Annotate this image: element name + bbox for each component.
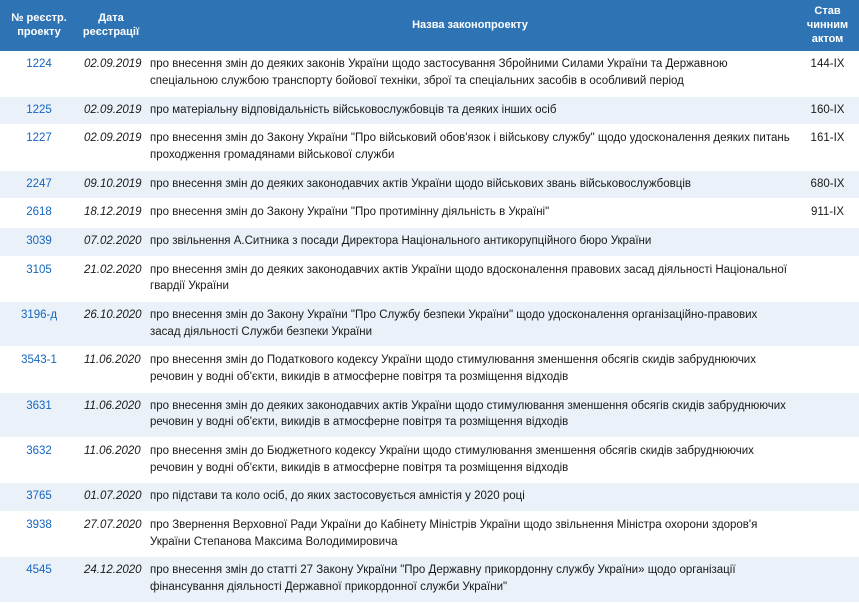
table-row	[0, 438, 859, 483]
column-header-title: Назва законопроекту	[144, 0, 796, 51]
cell-registration-number	[0, 227, 78, 256]
cell-bill-title: про внесення змін до Закону України "Про військовий обов'язок і військову службу" щодо удосконалення деяких питань проходження громадянами військової служби	[144, 125, 796, 170]
project-number-link[interactable]: 1227	[26, 132, 52, 145]
table-row	[0, 301, 859, 346]
cell-enacted-act	[796, 227, 859, 256]
cell-registration-number	[0, 96, 78, 125]
cell-enacted-act	[796, 392, 859, 437]
cell-registration-number	[0, 438, 78, 483]
cell-registration-date: 07.02.2020	[78, 227, 144, 256]
cell-bill-title: про внесення змін до деяких законів України щодо застосування Збройними Силами України та Державною спеціальною службою транспорту бойової техніки, зброї та спеціальних засобів в особливий період	[144, 51, 796, 96]
cell-registration-date: 02.09.2019	[78, 96, 144, 125]
table-row	[0, 256, 859, 301]
table-row	[0, 392, 859, 437]
column-header-number: № реєстр. проекту	[0, 0, 78, 51]
cell-enacted-act: 144-IX	[796, 51, 859, 96]
cell-registration-date: 11.06.2020	[78, 438, 144, 483]
cell-registration-date: 09.10.2019	[78, 170, 144, 199]
cell-enacted-act	[796, 438, 859, 483]
cell-enacted-act: 160-IX	[796, 96, 859, 125]
cell-registration-date: 18.12.2019	[78, 199, 144, 228]
project-number-link[interactable]: 3938	[26, 519, 52, 532]
column-header-date: Дата реєстрації	[78, 0, 144, 51]
cell-bill-title: про підстави та коло осіб, до яких застосовується амністія у 2020 році	[144, 483, 796, 512]
project-number-link[interactable]: 3543-1	[21, 354, 57, 367]
cell-enacted-act: 911-IX	[796, 199, 859, 228]
project-number-link[interactable]: 3632	[26, 445, 52, 457]
table-row	[0, 125, 859, 170]
table-row	[0, 96, 859, 125]
cell-registration-number	[0, 512, 78, 557]
cell-bill-title: про внесення змін до Податкового кодексу України щодо стимулювання зменшення обсягів скидів забруднюючих речовин у водні об'єкти, викидів в атмосферне повітря та розміщення відходів	[144, 347, 796, 392]
cell-registration-date: 21.02.2020	[78, 256, 144, 301]
cell-registration-number	[0, 301, 78, 346]
cell-bill-title: про звільнення А.Ситника з посади Директора Національного антикорупційного бюро України	[144, 227, 796, 256]
table-header	[0, 0, 859, 51]
table-row	[0, 512, 859, 557]
project-number-link[interactable]: 3105	[26, 263, 52, 276]
cell-registration-date: 02.09.2019	[78, 125, 144, 170]
table-row	[0, 227, 859, 256]
table-row	[0, 483, 859, 512]
project-number-link[interactable]: 3039	[26, 234, 52, 247]
cell-registration-number	[0, 347, 78, 392]
table-body	[0, 51, 859, 602]
cell-enacted-act: 161-IX	[796, 125, 859, 170]
cell-enacted-act	[796, 512, 859, 557]
cell-registration-date: 01.07.2020	[78, 483, 144, 512]
column-header-act: Став чинним актом	[796, 0, 859, 51]
cell-enacted-act	[796, 256, 859, 301]
cell-registration-number	[0, 256, 78, 301]
cell-registration-date: 26.10.2020	[78, 301, 144, 346]
cell-bill-title: про матеріальну відповідальність військовослужбовців та деяких інших осіб	[144, 96, 796, 125]
table-row	[0, 51, 859, 96]
cell-enacted-act	[796, 347, 859, 392]
cell-registration-number	[0, 125, 78, 170]
cell-registration-number	[0, 557, 78, 602]
cell-bill-title: про внесення змін до Закону України "Про Службу безпеки України" щодо удосконалення організаційно-правових засад діяльності Служби безпеки України	[144, 301, 796, 346]
project-number-link[interactable]: 2618	[26, 206, 52, 219]
cell-bill-title: про внесення змін до деяких законодавчих актів України щодо військових звань військовослужбовців	[144, 170, 796, 199]
cell-bill-title: про внесення змін до Бюджетного кодексу України щодо стимулювання зменшення обсягів скидів забруднюючих речовин у водні об'єкти, викидів в атмосферне повітря та розміщення відходів	[144, 438, 796, 483]
cell-registration-date: 11.06.2020	[78, 347, 144, 392]
table-row	[0, 557, 859, 602]
table-row	[0, 347, 859, 392]
cell-registration-date: 02.09.2019	[78, 51, 144, 96]
cell-registration-date: 11.06.2020	[78, 392, 144, 437]
table-row	[0, 199, 859, 228]
project-number-link[interactable]: 3765	[26, 490, 52, 503]
cell-registration-date: 24.12.2020	[78, 557, 144, 602]
cell-bill-title: про внесення змін до деяких законодавчих актів України щодо стимулювання зменшення обсягів скидів забруднюючих речовин у водні об'єкти, викидів в атмосферне повітря та розміщення відходів	[144, 392, 796, 437]
cell-enacted-act	[796, 557, 859, 602]
cell-registration-number	[0, 483, 78, 512]
table-row	[0, 170, 859, 199]
table-header-row	[0, 0, 859, 51]
project-number-link[interactable]: 4545	[26, 564, 52, 577]
cell-bill-title: про Звернення Верховної Ради України до Кабінету Міністрів України щодо звільнення Міністра охорони здоров'я України Степанова Максима Володимировича	[144, 512, 796, 557]
cell-registration-date: 27.07.2020	[78, 512, 144, 557]
project-number-link[interactable]: 3196-д	[20, 308, 58, 321]
project-number-link[interactable]: 1225	[26, 103, 52, 116]
cell-registration-number	[0, 51, 78, 96]
project-number-link[interactable]: 3631	[26, 399, 52, 412]
project-number-link[interactable]: 2247	[26, 177, 52, 190]
cell-registration-number	[0, 170, 78, 199]
cell-bill-title: про внесення змін до Закону України "Про протимінну діяльність в Україні"	[144, 199, 796, 228]
cell-registration-number	[0, 392, 78, 437]
cell-registration-number	[0, 199, 78, 228]
cell-enacted-act	[796, 301, 859, 346]
cell-bill-title: про внесення змін до статті 27 Закону України "Про Державну прикордонну службу України» щодо організації фінансування діяльності Державної прикордонної служби України"	[144, 557, 796, 602]
cell-bill-title: про внесення змін до деяких законодавчих актів України щодо вдосконалення правових засад діяльності Національної гвардії України	[144, 256, 796, 301]
cell-enacted-act	[796, 483, 859, 512]
cell-enacted-act: 680-IX	[796, 170, 859, 199]
project-number-link[interactable]: 1224	[26, 58, 52, 71]
